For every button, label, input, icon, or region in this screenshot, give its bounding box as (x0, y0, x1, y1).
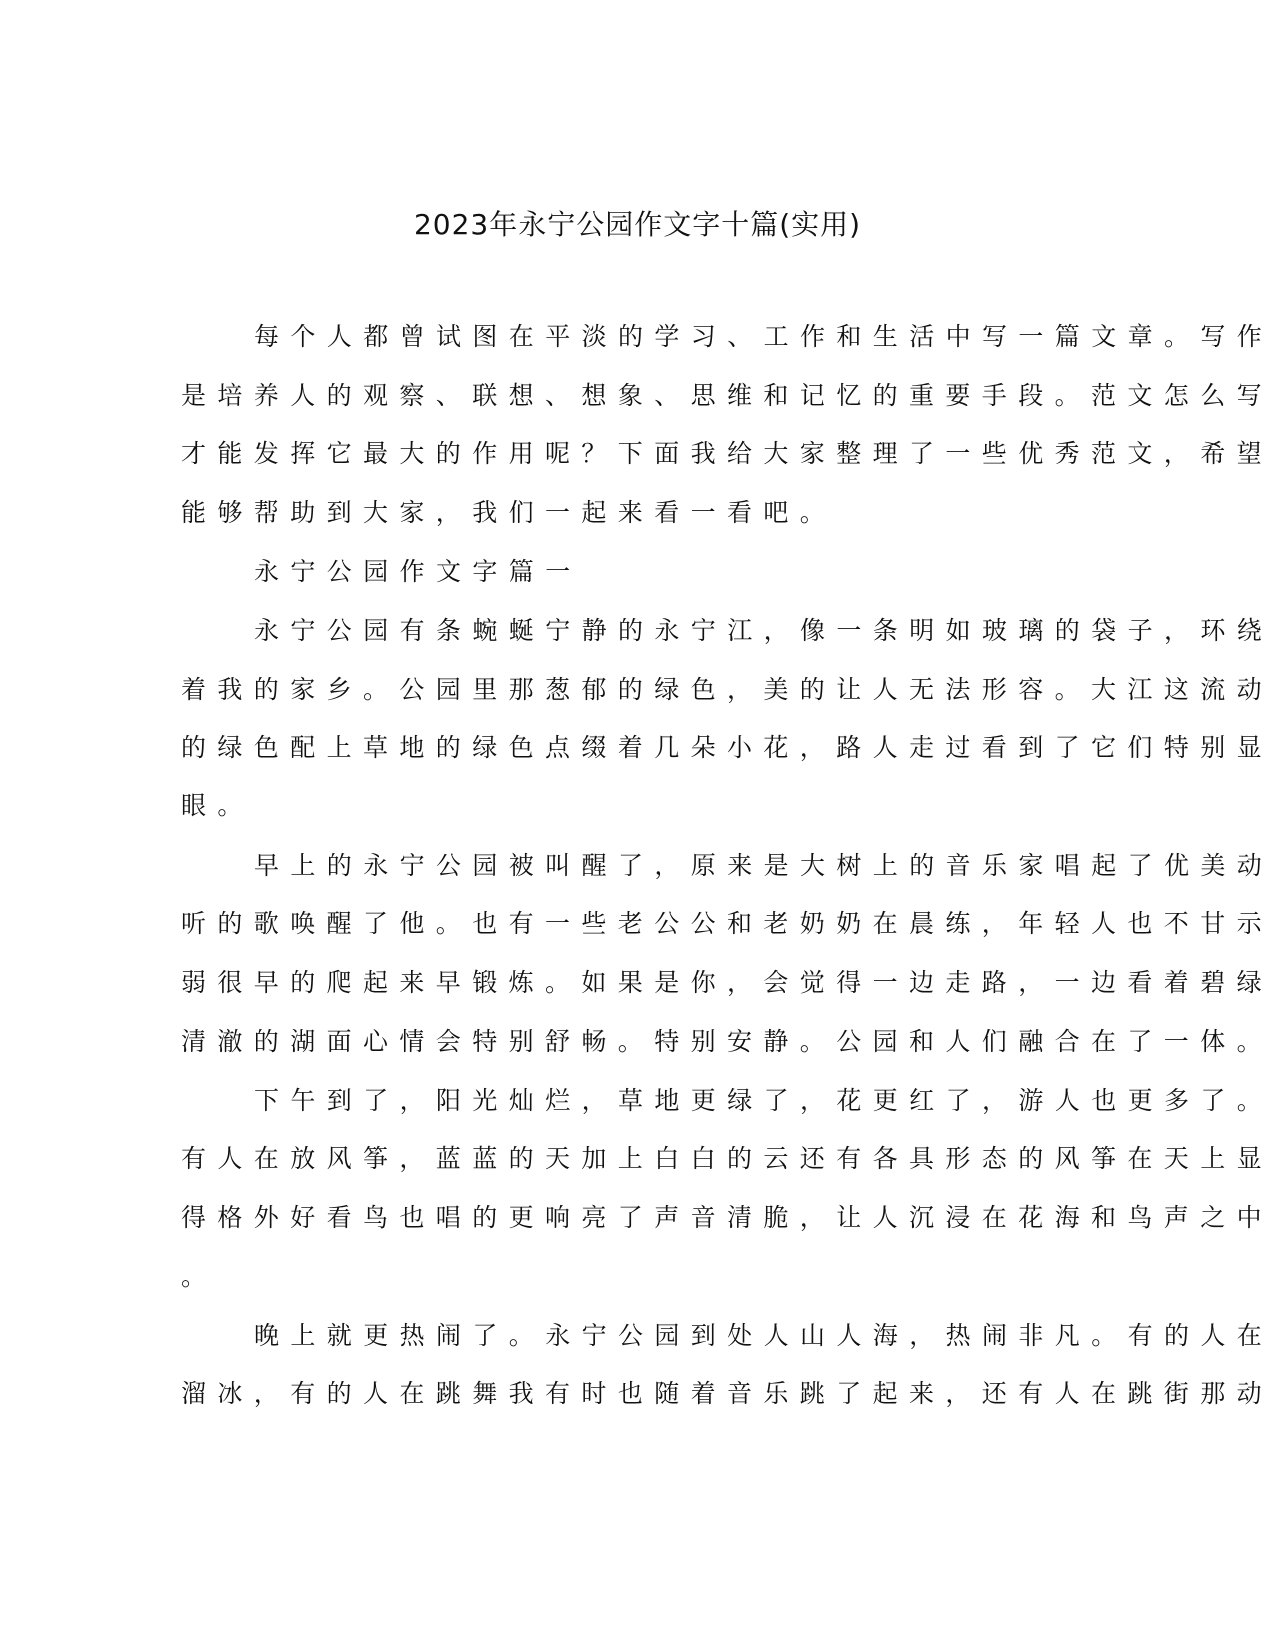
text-line: 听的歌唤醒了他。也有一些老公公和老奶奶在晨练，年轻人也不甘示 (181, 909, 1274, 938)
text-line: 得格外好看鸟也唱的更响亮了声音清脆，让人沉浸在花海和鸟声之中 (181, 1203, 1274, 1232)
text-line: 每个人都曾试图在平淡的学习、工作和生活中写一篇文章。写作 (254, 322, 1274, 351)
text-line: 下午到了，阳光灿烂，草地更绿了，花更红了，游人也更多了。 (254, 1086, 1274, 1115)
text-line: 。 (181, 1262, 218, 1291)
text-line: 有人在放风筝，蓝蓝的天加上白白的云还有各具形态的风筝在天上显 (181, 1144, 1274, 1173)
text-line: 眼。 (181, 791, 254, 820)
text-line: 早上的永宁公园被叫醒了，原来是大树上的音乐家唱起了优美动 (254, 851, 1274, 880)
text-line: 能够帮助到大家，我们一起来看一看吧。 (181, 498, 837, 527)
text-line: 清澈的湖面心情会特别舒畅。特别安静。公园和人们融合在了一体。 (181, 1027, 1274, 1056)
text-line: 溜冰，有的人在跳舞我有时也随着音乐跳了起来，还有人在跳街那动 (181, 1379, 1274, 1408)
section-heading: 永宁公园作文字篇一 (254, 557, 582, 586)
text-line: 弱很早的爬起来早锻炼。如果是你，会觉得一边走路，一边看着碧绿 (181, 968, 1274, 997)
text-line: 是培养人的观察、联想、想象、思维和记忆的重要手段。范文怎么写 (181, 381, 1274, 410)
text-line: 着我的家乡。公园里那葱郁的绿色，美的让人无法形容。大江这流动 (181, 675, 1274, 704)
text-line: 才能发挥它最大的作用呢？下面我给大家整理了一些优秀范文，希望 (181, 439, 1274, 468)
text-line: 永宁公园有条蜿蜒宁静的永宁江，像一条明如玻璃的袋子，环绕 (254, 616, 1274, 645)
text-line: 晚上就更热闹了。永宁公园到处人山人海，热闹非凡。有的人在 (254, 1321, 1274, 1350)
text-line: 的绿色配上草地的绿色点缀着几朵小花，路人走过看到了它们特别显 (181, 733, 1274, 762)
document-title: 2023年永宁公园作文字十篇(实用) (413, 208, 862, 241)
